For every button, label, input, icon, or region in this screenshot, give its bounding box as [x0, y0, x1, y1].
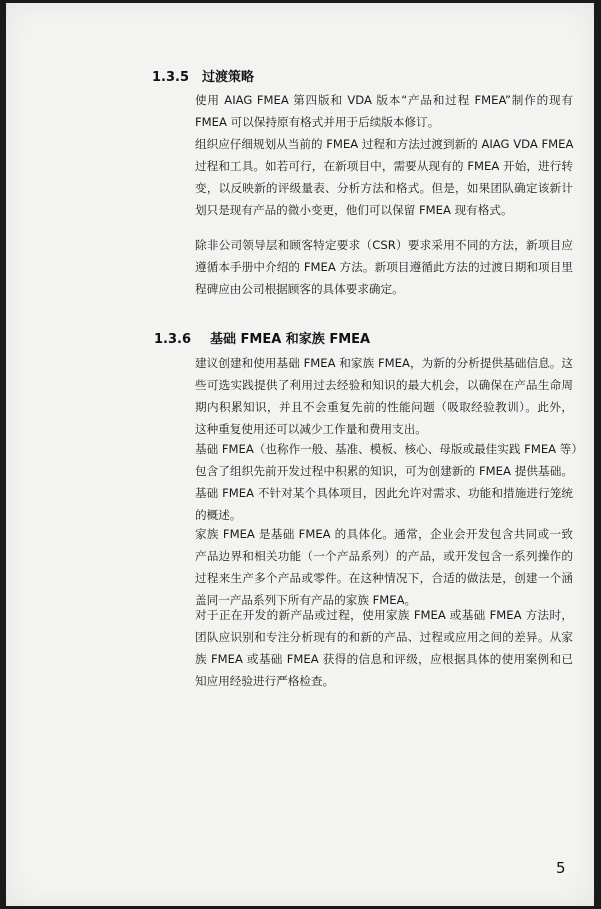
- section-title: 基础 FMEA 和家族 FMEA: [210, 332, 371, 347]
- text-line: 期内积累知识，并且不会重复先前的性能问题（吸取经验教训）。此外，: [195, 400, 573, 414]
- paragraph: [195, 523, 573, 611]
- text-line: 对于正在开发的新产品或过程，使用家族 FMEA 或基础 FMEA 方法时，: [195, 608, 573, 622]
- paragraph: [195, 438, 583, 526]
- text-line: 基础 FMEA（也称作一般、基准、模板、核心、母版或最佳实践 FMEA 等）: [195, 442, 583, 456]
- section-heading-1-3-5: [152, 66, 254, 85]
- paragraph: [195, 89, 573, 133]
- text-line: 这种重复使用还可以减少工作量和费用支出。: [195, 422, 427, 436]
- paragraph: [195, 604, 573, 692]
- text-line: 盖同一产品系列下所有产品的家族 FMEA。: [195, 593, 417, 607]
- paragraph: [195, 234, 573, 300]
- text-line: 过程来生产多个产品或零件。在这种情况下，合适的做法是，创建一个涵: [195, 571, 573, 585]
- text-line: 的概述。: [195, 508, 242, 522]
- text-line: 团队应识别和专注分析现有的和新的产品、过程或应用之间的差异。从家: [195, 630, 573, 644]
- text-line: 遵循本手册中介绍的 FMEA 方法。新项目遵循此方法的过渡日期和项目里: [195, 260, 573, 274]
- text-line: 家族 FMEA 是基础 FMEA 的具体化。通常，企业会开发包含共同或一致: [195, 527, 573, 541]
- paragraph: [195, 133, 573, 221]
- section-heading-1-3-6: [154, 328, 370, 347]
- text-line: 知应用经验进行严格检查。: [195, 674, 335, 688]
- text-line: 使用 AIAG FMEA 第四版和 VDA 版本“产品和过程 FMEA”制作的现有: [195, 93, 573, 107]
- section-title: 过渡策略: [202, 70, 255, 85]
- paragraph: [195, 352, 573, 440]
- text-line: 族 FMEA 或基础 FMEA 获得的信息和评级，应根据具体的使用案例和已: [195, 652, 573, 666]
- text-line: 基础 FMEA 不针对某个具体项目，因此允许对需求、功能和措施进行笼统: [195, 486, 573, 500]
- text-line: 程碑应由公司根据顾客的具体要求确定。: [195, 282, 404, 296]
- text-line: FMEA 可以保持原有格式并用于后续版本修订。: [195, 115, 440, 129]
- text-line: 变，以反映新的评级量表、分析方法和格式。但是，如果团队确定该新计: [195, 181, 573, 195]
- text-line: 组织应仔细规划从当前的 FMEA 过程和方法过渡到新的 AIAG VDA FMEA: [195, 137, 574, 151]
- text-line: 产品边界和相关功能（一个产品系列）的产品，或开发包含一系列操作的: [195, 549, 573, 563]
- text-line: 包含了组织先前开发过程中积累的知识，可为创建新的 FMEA 提供基础。: [195, 464, 573, 478]
- section-number: 1.3.6: [154, 332, 192, 347]
- page-number: 5: [556, 859, 566, 877]
- text-line: 划只是现有产品的微小变更，他们可以保留 FMEA 现有格式。: [195, 203, 513, 217]
- text-line: 建议创建和使用基础 FMEA 和家族 FMEA，为新的分析提供基础信息。这: [195, 356, 573, 370]
- text-line: 些可选实践提供了利用过去经验和知识的最大机会，以确保在产品生命周: [195, 378, 573, 392]
- document-page: [6, 3, 594, 906]
- text-line: 除非公司领导层和顾客特定要求（CSR）要求采用不同的方法，新项目应: [195, 238, 573, 252]
- section-number: 1.3.5: [152, 70, 190, 85]
- text-line: 过程和工具。如若可行，在新项目中，需要从现有的 FMEA 开始，进行转: [195, 159, 573, 173]
